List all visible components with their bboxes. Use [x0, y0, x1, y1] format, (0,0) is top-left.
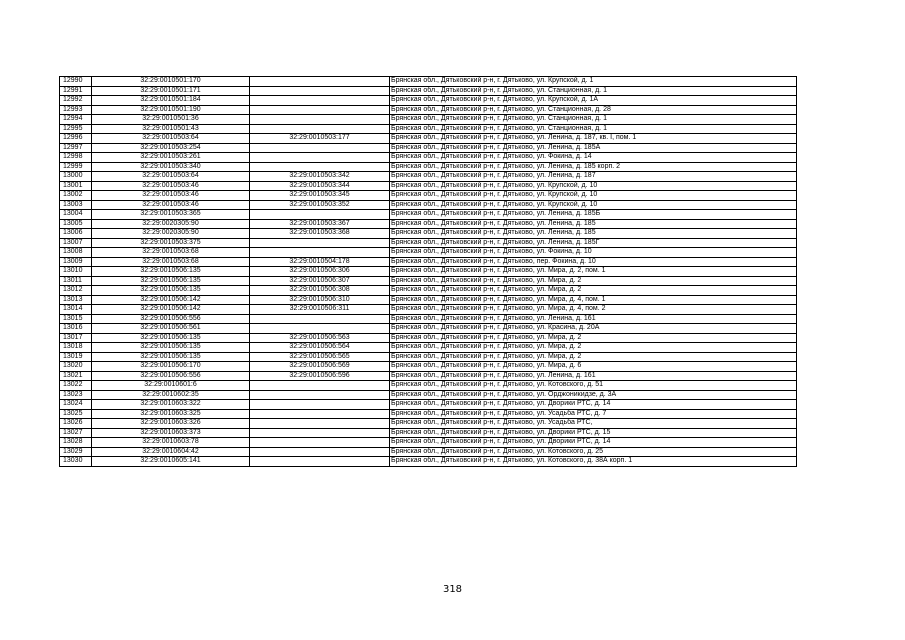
address-cell: Брянская обл., Дятьковский р-н, г. Дятьково, ул. Ленина, д. 185 — [390, 219, 797, 229]
row-number-cell: 13029 — [60, 447, 92, 457]
cadastral-number-cell: 32:29:0010506:556 — [92, 314, 250, 324]
address-cell: Брянская обл., Дятьковский р-н, г. Дятьково, ул. Мира, д. 4, пом. 2 — [390, 305, 797, 315]
address-cell: Брянская обл., Дятьковский р-н, г. Дятьково, ул. Усадьба РТС, — [390, 419, 797, 429]
row-number-cell: 13014 — [60, 305, 92, 315]
row-number-cell: 12999 — [60, 162, 92, 172]
table-row — [60, 286, 797, 296]
row-number-cell: 12992 — [60, 96, 92, 106]
address-cell: Брянская обл., Дятьковский р-н, г. Дятьково, ул. Ленина, д. 185 корп. 2 — [390, 162, 797, 172]
row-number-cell: 13013 — [60, 295, 92, 305]
related-cadastral-number-cell: 32:29:0010503:368 — [250, 229, 390, 239]
row-number-cell: 13024 — [60, 400, 92, 410]
related-cadastral-number-cell: 32:29:0010503:344 — [250, 181, 390, 191]
cadastral-number-cell: 32:29:0010506:135 — [92, 333, 250, 343]
address-cell: Брянская обл., Дятьковский р-н, г. Дятьково, ул. Дворики РТС, д. 14 — [390, 438, 797, 448]
cadastral-number-cell: 32:29:0010605:141 — [92, 457, 250, 467]
related-cadastral-number-cell: 32:29:0010506:564 — [250, 343, 390, 353]
table-row — [60, 428, 797, 438]
related-cadastral-number-cell: 32:29:0010506:311 — [250, 305, 390, 315]
related-cadastral-number-cell — [250, 428, 390, 438]
table-row — [60, 352, 797, 362]
address-cell: Брянская обл., Дятьковский р-н, г. Дятьково, ул. Котовского, д. 51 — [390, 381, 797, 391]
address-cell: Брянская обл., Дятьковский р-н, г. Дятьково, ул. Мира, д. 6 — [390, 362, 797, 372]
table-row — [60, 248, 797, 258]
table-row — [60, 457, 797, 467]
address-cell: Брянская обл., Дятьковский р-н, г. Дятьково, ул. Дворики РТС, д. 15 — [390, 428, 797, 438]
address-cell: Брянская обл., Дятьковский р-н, г. Дятьково, ул. Мира, д. 2 — [390, 343, 797, 353]
row-number-cell: 13015 — [60, 314, 92, 324]
address-cell: Брянская обл., Дятьковский р-н, г. Дятьково, ул. Мира, д. 2 — [390, 276, 797, 286]
row-number-cell: 13012 — [60, 286, 92, 296]
row-number-cell: 13020 — [60, 362, 92, 372]
table-row — [60, 381, 797, 391]
address-cell: Брянская обл., Дятьковский р-н, г. Дятьково, ул. Ленина, д. 185А — [390, 143, 797, 153]
address-cell: Брянская обл., Дятьковский р-н, г. Дятьково, ул. Орджоникидзе, д. 3А — [390, 390, 797, 400]
cadastral-number-cell: 32:29:0010603:325 — [92, 409, 250, 419]
related-cadastral-number-cell — [250, 447, 390, 457]
row-number-cell: 13030 — [60, 457, 92, 467]
property-registry-table — [59, 76, 797, 467]
table-row — [60, 105, 797, 115]
table-row — [60, 153, 797, 163]
row-number-cell: 12991 — [60, 86, 92, 96]
row-number-cell: 13002 — [60, 191, 92, 201]
cadastral-number-cell: 32:29:0010501:170 — [92, 77, 250, 87]
related-cadastral-number-cell: 32:29:0010504:178 — [250, 257, 390, 267]
cadastral-number-cell: 32:29:0010506:170 — [92, 362, 250, 372]
row-number-cell: 13022 — [60, 381, 92, 391]
cadastral-number-cell: 32:29:0010506:142 — [92, 295, 250, 305]
address-cell: Брянская обл., Дятьковский р-н, г. Дятьково, ул. Котовского, д. 38А корп. 1 — [390, 457, 797, 467]
table-row — [60, 362, 797, 372]
cadastral-number-cell: 32:29:0010503:46 — [92, 181, 250, 191]
cadastral-number-cell: 32:29:0010506:561 — [92, 324, 250, 334]
cadastral-number-cell: 32:29:0010503:68 — [92, 248, 250, 258]
row-number-cell: 13006 — [60, 229, 92, 239]
table-row — [60, 371, 797, 381]
address-cell: Брянская обл., Дятьковский р-н, г. Дятьково, ул. Станционная, д. 1 — [390, 86, 797, 96]
table-row — [60, 267, 797, 277]
cadastral-number-cell: 32:29:0010501:190 — [92, 105, 250, 115]
address-cell: Брянская обл., Дятьковский р-н, г. Дятьково, ул. Станционная, д. 28 — [390, 105, 797, 115]
table-row — [60, 134, 797, 144]
cadastral-number-cell: 32:29:0010603:326 — [92, 419, 250, 429]
address-cell: Брянская обл., Дятьковский р-н, г. Дятьково, ул. Мира, д. 2 — [390, 333, 797, 343]
related-cadastral-number-cell — [250, 96, 390, 106]
page-number: 318 — [442, 584, 463, 595]
address-cell: Брянская обл., Дятьковский р-н, г. Дятьково, ул. Ленина, д. 161 — [390, 371, 797, 381]
related-cadastral-number-cell: 32:29:0010506:307 — [250, 276, 390, 286]
related-cadastral-number-cell: 32:29:0010506:565 — [250, 352, 390, 362]
table-row — [60, 219, 797, 229]
address-cell: Брянская обл., Дятьковский р-н, г. Дятьково, ул. Крупской, д. 1 — [390, 77, 797, 87]
cadastral-number-cell: 32:29:0010601:6 — [92, 381, 250, 391]
row-number-cell: 12993 — [60, 105, 92, 115]
cadastral-number-cell: 32:29:0010602:35 — [92, 390, 250, 400]
table-row — [60, 257, 797, 267]
row-number-cell: 13001 — [60, 181, 92, 191]
related-cadastral-number-cell — [250, 324, 390, 334]
table-row — [60, 210, 797, 220]
cadastral-number-cell: 32:29:0010604:42 — [92, 447, 250, 457]
table-row — [60, 181, 797, 191]
address-cell: Брянская обл., Дятьковский р-н, г. Дятьково, ул. Мира, д. 4, пом. 1 — [390, 295, 797, 305]
cadastral-number-cell: 32:29:0010506:135 — [92, 286, 250, 296]
related-cadastral-number-cell — [250, 77, 390, 87]
cadastral-number-cell: 32:29:0010603:78 — [92, 438, 250, 448]
cadastral-number-cell: 32:29:0010501:36 — [92, 115, 250, 125]
related-cadastral-number-cell — [250, 419, 390, 429]
table-row — [60, 191, 797, 201]
related-cadastral-number-cell — [250, 153, 390, 163]
row-number-cell: 13000 — [60, 172, 92, 182]
cadastral-number-cell: 32:29:0010501:171 — [92, 86, 250, 96]
related-cadastral-number-cell: 32:29:0010503:177 — [250, 134, 390, 144]
related-cadastral-number-cell: 32:29:0010506:306 — [250, 267, 390, 277]
table-row — [60, 96, 797, 106]
table-row — [60, 143, 797, 153]
table-row — [60, 162, 797, 172]
cadastral-number-cell: 32:29:0010506:135 — [92, 343, 250, 353]
related-cadastral-number-cell: 32:29:0010506:310 — [250, 295, 390, 305]
related-cadastral-number-cell — [250, 143, 390, 153]
row-number-cell: 13017 — [60, 333, 92, 343]
address-cell: Брянская обл., Дятьковский р-н, г. Дятьково, ул. Ленина, д. 187 — [390, 172, 797, 182]
row-number-cell: 13019 — [60, 352, 92, 362]
address-cell: Брянская обл., Дятьковский р-н, г. Дятьково, ул. Ленина, д. 187, кв. I, пом. 1 — [390, 134, 797, 144]
table-row — [60, 200, 797, 210]
related-cadastral-number-cell — [250, 124, 390, 134]
address-cell: Брянская обл., Дятьковский р-н, г. Дятьково, ул. Крупской, д. 1А — [390, 96, 797, 106]
related-cadastral-number-cell — [250, 314, 390, 324]
table-row — [60, 124, 797, 134]
address-cell: Брянская обл., Дятьковский р-н, г. Дятьково, ул. Красина, д. 20А — [390, 324, 797, 334]
related-cadastral-number-cell: 32:29:0010506:308 — [250, 286, 390, 296]
address-cell: Брянская обл., Дятьковский р-н, г. Дятьково, ул. Крупской, д. 10 — [390, 181, 797, 191]
related-cadastral-number-cell: 32:29:0010506:563 — [250, 333, 390, 343]
row-number-cell: 13003 — [60, 200, 92, 210]
table-row — [60, 343, 797, 353]
address-cell: Брянская обл., Дятьковский р-н, г. Дятьково, ул. Станционная, д. 1 — [390, 115, 797, 125]
registry-table-body — [60, 77, 797, 467]
cadastral-number-cell: 32:29:0010506:556 — [92, 371, 250, 381]
table-row — [60, 229, 797, 239]
table-row — [60, 447, 797, 457]
cadastral-number-cell: 32:29:0010506:142 — [92, 305, 250, 315]
row-number-cell: 13021 — [60, 371, 92, 381]
address-cell: Брянская обл., Дятьковский р-н, г. Дятьково, ул. Крупской, д. 10 — [390, 200, 797, 210]
row-number-cell: 13007 — [60, 238, 92, 248]
cadastral-number-cell: 32:29:0010501:43 — [92, 124, 250, 134]
cadastral-number-cell: 32:29:0010503:68 — [92, 257, 250, 267]
row-number-cell: 13027 — [60, 428, 92, 438]
address-cell: Брянская обл., Дятьковский р-н, г. Дятьково, ул. Ленина, д. 185 — [390, 229, 797, 239]
table-row — [60, 324, 797, 334]
row-number-cell: 12995 — [60, 124, 92, 134]
table-row — [60, 419, 797, 429]
row-number-cell: 13026 — [60, 419, 92, 429]
row-number-cell: 12994 — [60, 115, 92, 125]
related-cadastral-number-cell — [250, 238, 390, 248]
table-row — [60, 115, 797, 125]
address-cell: Брянская обл., Дятьковский р-н, г. Дятьково, ул. Котовского, д. 25 — [390, 447, 797, 457]
row-number-cell: 13018 — [60, 343, 92, 353]
address-cell: Брянская обл., Дятьковский р-н, г. Дятьково, ул. Станционная, д. 1 — [390, 124, 797, 134]
table-row — [60, 314, 797, 324]
table-row — [60, 400, 797, 410]
table-row — [60, 295, 797, 305]
cadastral-number-cell: 32:29:0010503:64 — [92, 172, 250, 182]
table-row — [60, 172, 797, 182]
cadastral-number-cell: 32:29:0010506:135 — [92, 267, 250, 277]
related-cadastral-number-cell — [250, 457, 390, 467]
cadastral-number-cell: 32:29:0010503:46 — [92, 200, 250, 210]
table-row — [60, 333, 797, 343]
cadastral-number-cell: 32:29:0010506:135 — [92, 352, 250, 362]
row-number-cell: 13028 — [60, 438, 92, 448]
cadastral-number-cell: 32:29:0010503:261 — [92, 153, 250, 163]
related-cadastral-number-cell: 32:29:0010503:352 — [250, 200, 390, 210]
related-cadastral-number-cell — [250, 162, 390, 172]
row-number-cell: 13011 — [60, 276, 92, 286]
cadastral-number-cell: 32:29:0010503:365 — [92, 210, 250, 220]
address-cell: Брянская обл., Дятьковский р-н, г. Дятьково, ул. Дворики РТС, д. 14 — [390, 400, 797, 410]
cadastral-number-cell: 32:29:0020305:90 — [92, 229, 250, 239]
address-cell: Брянская обл., Дятьковский р-н, г. Дятьково, ул. Ленина, д. 185Г — [390, 238, 797, 248]
related-cadastral-number-cell — [250, 86, 390, 96]
cadastral-number-cell: 32:29:0010506:135 — [92, 276, 250, 286]
related-cadastral-number-cell — [250, 105, 390, 115]
table-row — [60, 77, 797, 87]
row-number-cell: 12996 — [60, 134, 92, 144]
table-row — [60, 390, 797, 400]
address-cell: Брянская обл., Дятьковский р-н, г. Дятьково, ул. Мира, д. 2 — [390, 286, 797, 296]
address-cell: Брянская обл., Дятьковский р-н, г. Дятьково, пер. Фокина, д. 10 — [390, 257, 797, 267]
row-number-cell: 13023 — [60, 390, 92, 400]
cadastral-number-cell: 32:29:0010603:373 — [92, 428, 250, 438]
cadastral-number-cell: 32:29:0010501:184 — [92, 96, 250, 106]
related-cadastral-number-cell — [250, 248, 390, 258]
related-cadastral-number-cell — [250, 409, 390, 419]
row-number-cell: 13008 — [60, 248, 92, 258]
row-number-cell: 13025 — [60, 409, 92, 419]
address-cell: Брянская обл., Дятьковский р-н, г. Дятьково, ул. Мира, д. 2, пом. 1 — [390, 267, 797, 277]
related-cadastral-number-cell: 32:29:0010503:342 — [250, 172, 390, 182]
address-cell: Брянская обл., Дятьковский р-н, г. Дятьково, ул. Ленина, д. 161 — [390, 314, 797, 324]
cadastral-number-cell: 32:29:0010503:64 — [92, 134, 250, 144]
address-cell: Брянская обл., Дятьковский р-н, г. Дятьково, ул. Крупской, д. 10 — [390, 191, 797, 201]
address-cell: Брянская обл., Дятьковский р-н, г. Дятьково, ул. Фокина, д. 14 — [390, 153, 797, 163]
cadastral-number-cell: 32:29:0020305:90 — [92, 219, 250, 229]
row-number-cell: 13010 — [60, 267, 92, 277]
row-number-cell: 12997 — [60, 143, 92, 153]
related-cadastral-number-cell — [250, 438, 390, 448]
related-cadastral-number-cell — [250, 390, 390, 400]
related-cadastral-number-cell: 32:29:0010503:345 — [250, 191, 390, 201]
related-cadastral-number-cell: 32:29:0010506:569 — [250, 362, 390, 372]
related-cadastral-number-cell: 32:29:0010503:367 — [250, 219, 390, 229]
related-cadastral-number-cell — [250, 115, 390, 125]
address-cell: Брянская обл., Дятьковский р-н, г. Дятьково, ул. Мира, д. 2 — [390, 352, 797, 362]
address-cell: Брянская обл., Дятьковский р-н, г. Дятьково, ул. Фокина, д. 10 — [390, 248, 797, 258]
table-row — [60, 276, 797, 286]
cadastral-number-cell: 32:29:0010503:340 — [92, 162, 250, 172]
row-number-cell: 13005 — [60, 219, 92, 229]
row-number-cell: 12990 — [60, 77, 92, 87]
related-cadastral-number-cell — [250, 210, 390, 220]
table-row — [60, 86, 797, 96]
row-number-cell: 13009 — [60, 257, 92, 267]
table-row — [60, 438, 797, 448]
address-cell: Брянская обл., Дятьковский р-н, г. Дятьково, ул. Ленина, д. 185Б — [390, 210, 797, 220]
row-number-cell: 13016 — [60, 324, 92, 334]
table-row — [60, 238, 797, 248]
address-cell: Брянская обл., Дятьковский р-н, г. Дятьково, ул. Усадьба РТС, д. 7 — [390, 409, 797, 419]
cadastral-number-cell: 32:29:0010503:46 — [92, 191, 250, 201]
table-row — [60, 305, 797, 315]
cadastral-number-cell: 32:29:0010603:322 — [92, 400, 250, 410]
related-cadastral-number-cell: 32:29:0010506:596 — [250, 371, 390, 381]
related-cadastral-number-cell — [250, 400, 390, 410]
row-number-cell: 12998 — [60, 153, 92, 163]
table-row — [60, 409, 797, 419]
row-number-cell: 13004 — [60, 210, 92, 220]
cadastral-number-cell: 32:29:0010503:254 — [92, 143, 250, 153]
related-cadastral-number-cell — [250, 381, 390, 391]
cadastral-number-cell: 32:29:0010503:375 — [92, 238, 250, 248]
